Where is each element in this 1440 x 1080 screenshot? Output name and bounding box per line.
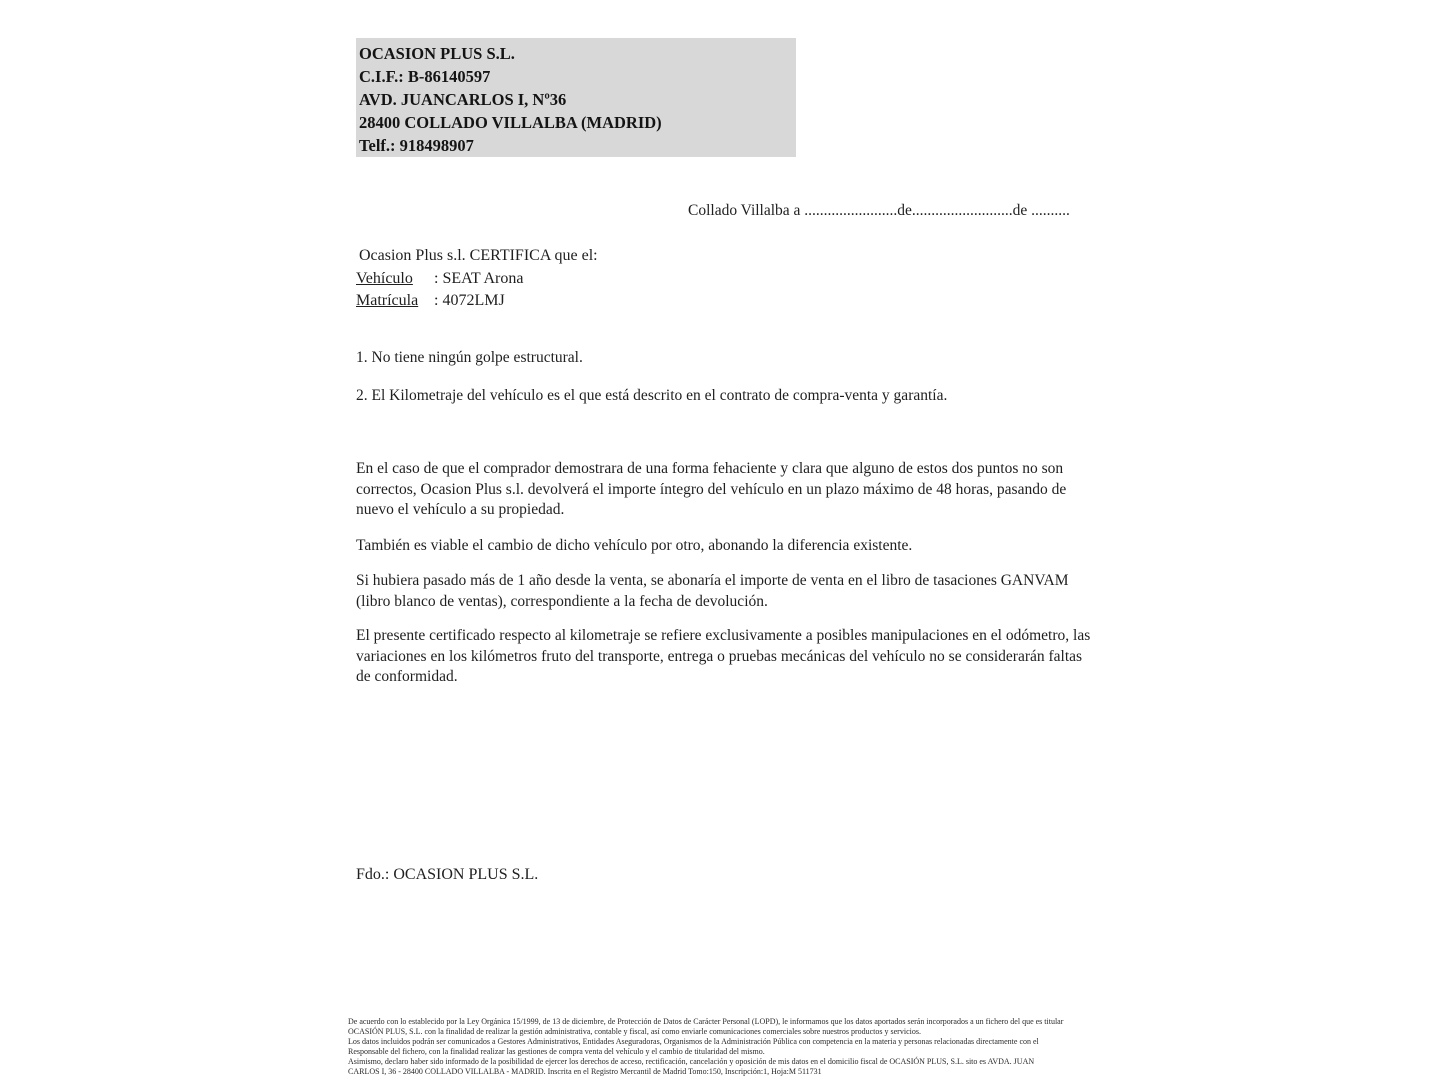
vehicle-row [356,268,598,291]
company-phone: Telf.: 918498907 [359,136,474,155]
condition-point-mileage: 2. El Kilometraje del vehículo es el que está descrito en el contrato de compra-venta y garantía. [356,387,948,404]
legal-footer [348,1017,1108,1077]
vehicle-label: Vehículo [356,269,413,287]
legal-footer-line-5: Asimismo, declaro haber sido informado de la posibilidad de ejercer los derechos de acceso, rectificación, cancelación y oposición de mis datos en el domicilio fiscal de OCASIÓN PLUS, S.L. sito es AVDA. JUAN [348,1057,1035,1066]
paragraph-odometer-disclaimer: El presente certificado respecto al kilometraje se refiere exclusivamente a posibles manipulaciones en el odómetro, las variaciones en los kilómetros fruto del transporte, entrega o pruebas mecánicas del vehículo no se considerarán faltas de conformidad. [356,627,1091,685]
paragraph-ganvam-valuation: Si hubiera pasado más de 1 año desde la venta, se abonaría el importe de venta en el libro de tasaciones GANVAM (libro blanco de ventas), correspondiente a la fecha de devolución. [356,572,1069,610]
legal-footer-line-4: Responsable del fichero, con la finalidad realizar las gestiones de compra venta del vehículo y el cambio de titularidad del mismo. [348,1047,765,1056]
certificate-block [356,245,598,313]
condition-point-structural: 1. No tiene ningún golpe estructural. [356,349,583,366]
company-header-box [356,38,796,157]
plate-label: Matrícula [356,292,419,309]
certificate-intro: Ocasion Plus s.l. CERTIFICA que el: [359,247,598,264]
company-cif: C.I.F.: B-86140597 [359,67,491,86]
plate-value: : 4072LMJ [434,292,505,309]
company-name: OCASION PLUS S.L. [359,44,515,63]
signature-line: Fdo.: OCASION PLUS S.L. [356,866,539,883]
company-address: AVD. JUANCARLOS I, Nº36 [359,90,567,109]
legal-footer-line-6: CARLOS I, 36 - 28400 COLLADO VILLALBA - MADRID. Inscrita en el Registro Mercantil de Madrid Tomo:150, Inscripción:1, Hoja:M 511731 [348,1067,822,1076]
vehicle-value: : SEAT Arona [434,269,524,287]
legal-footer-line-3: Los datos incluidos podrán ser comunicados a Gestores Administrativos, Entidades Aseguradoras, Organismos de la Administración Pública con competencia en la materia y personas relacionadas directamente con el [348,1037,1039,1046]
legal-footer-line-1: De acuerdo con lo establecido por la Ley Orgánica 15/1999, de 13 de diciembre, de Protección de Datos de Carácter Personal (LOPD), le informamos que los datos aportados serán incorporados a un fichero del que es titular [348,1017,1064,1026]
company-city: 28400 COLLADO VILLALBA (MADRID) [359,113,662,132]
plate-row [356,290,598,313]
paragraph-refund-policy: En el caso de que el comprador demostrara de una forma fehaciente y clara que alguno de estos dos puntos no son correctos, Ocasion Plus s.l. devolverá el importe íntegro del vehículo en un plazo máximo de 48 horas, pasando de nuevo el vehículo a su propiedad. [356,460,1067,518]
date-placeholder-line: Collado Villalba a ........................de..........................de .......... [688,202,1070,219]
legal-footer-line-2: OCASIÓN PLUS, S.L. con la finalidad de realizar la gestión administrativa, contable y fiscal, así como enviarle comunicaciones comerciales sobre nuestros productos y servicios. [348,1027,921,1036]
paragraph-exchange-option: También es viable el cambio de dicho vehículo por otro, abonando la diferencia existente. [356,537,913,554]
